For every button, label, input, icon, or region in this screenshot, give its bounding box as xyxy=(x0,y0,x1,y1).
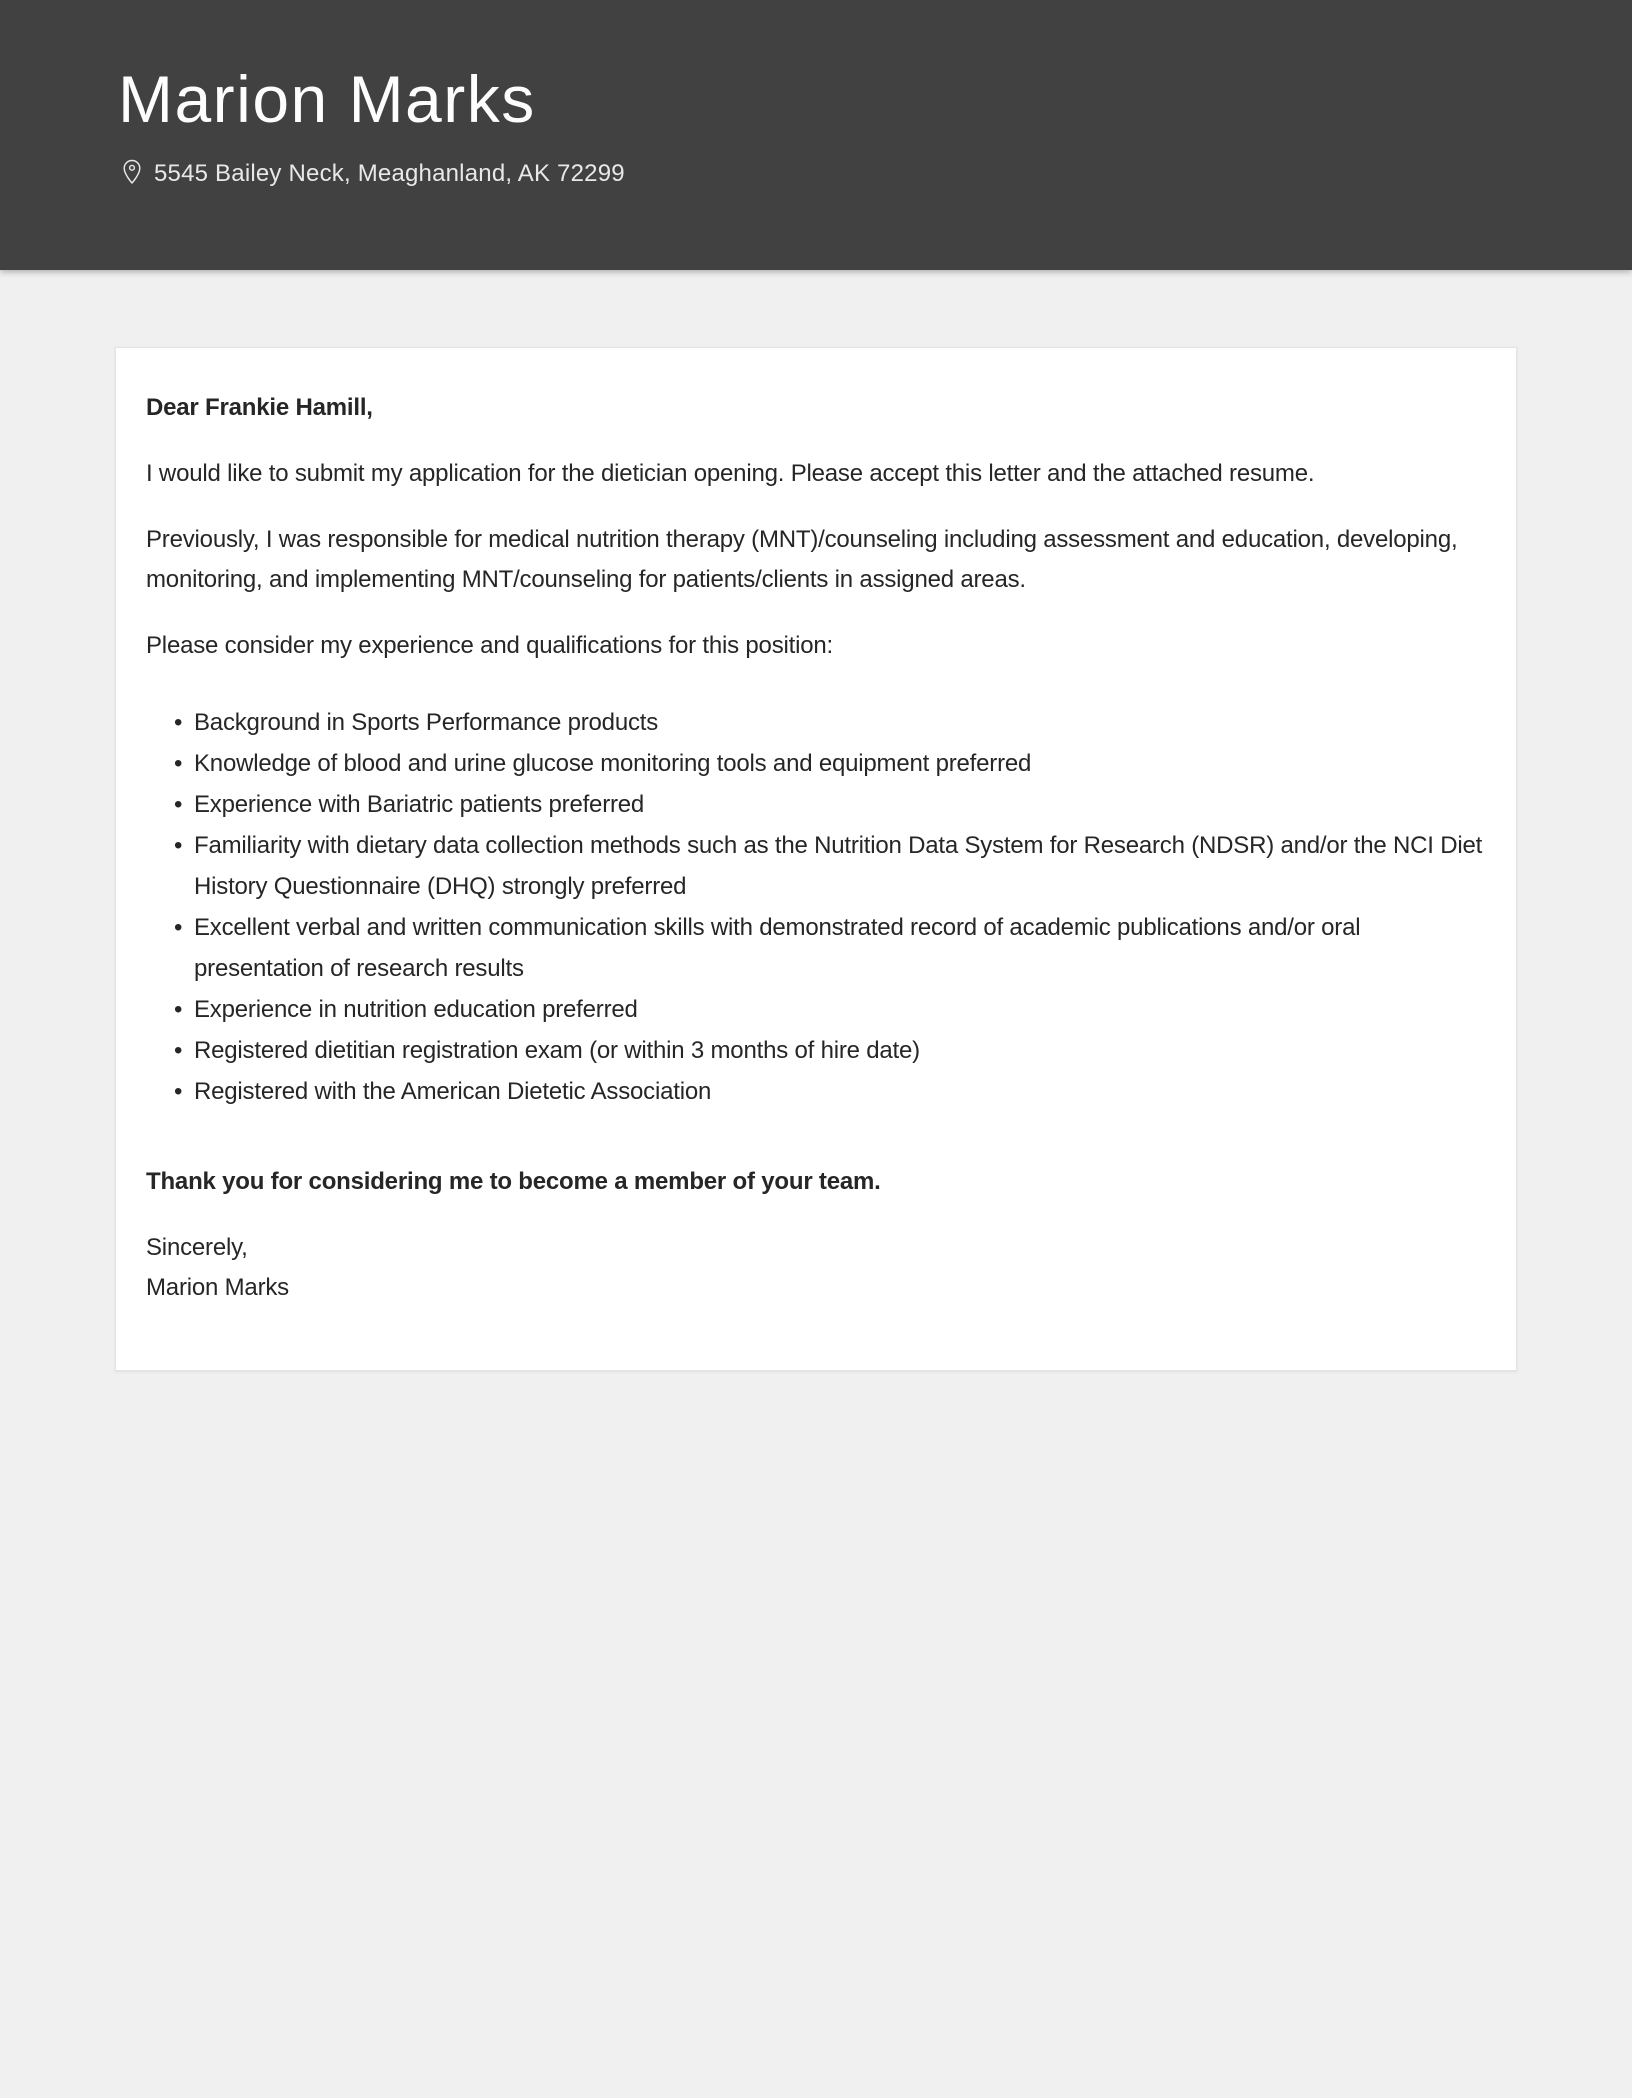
qualification-item: • Background in Sports Performance products xyxy=(174,702,1486,743)
signature-name: Marion Marks xyxy=(146,1274,289,1301)
letter-greeting: Dear Frankie Hamill, xyxy=(146,394,373,421)
map-pin-icon xyxy=(121,158,143,190)
letter-paragraph: Previously, I was responsible for medical nutrition therapy (MNT)/counseling including assessment and education, developing, monitoring, and implementing MNT/counseling for patients/clients in assigned areas. xyxy=(146,526,1458,593)
cover-letter-card xyxy=(115,347,1517,1371)
candidate-address: 5545 Bailey Neck, Meaghanland, AK 72299 xyxy=(154,160,625,187)
qualification-item: • Registered with the American Dietetic Association xyxy=(174,1071,1486,1112)
closing-salutation: Sincerely, xyxy=(146,1234,248,1261)
letter-paragraph: I would like to submit my application for the dietician opening. Please accept this letter and the attached resume. xyxy=(146,460,1315,487)
closing-block xyxy=(146,1228,1486,1308)
candidate-name: Marion Marks xyxy=(118,62,536,136)
letter-paragraph: Please consider my experience and qualifications for this position: xyxy=(146,632,833,659)
qualification-item: • Excellent verbal and written communication skills with demonstrated record of academic publications and/or oral presentation of research results xyxy=(174,907,1486,989)
address-row xyxy=(121,158,1632,190)
qualifications-list xyxy=(146,702,1486,1112)
qualification-item: • Registered dietitian registration exam (or within 3 months of hire date) xyxy=(174,1030,1486,1071)
page-background-space xyxy=(0,1371,1632,2071)
page-header xyxy=(0,0,1632,270)
qualification-item: • Experience in nutrition education preferred xyxy=(174,989,1486,1030)
thank-you-line: Thank you for considering me to become a member of your team. xyxy=(146,1168,881,1195)
qualification-item: • Experience with Bariatric patients preferred xyxy=(174,784,1486,825)
qualification-item: • Familiarity with dietary data collection methods such as the Nutrition Data System for Research (NDSR) and/or the NCI Diet History Questionnaire (DHQ) strongly preferred xyxy=(174,825,1486,907)
qualification-item: • Knowledge of blood and urine glucose monitoring tools and equipment preferred xyxy=(174,743,1486,784)
